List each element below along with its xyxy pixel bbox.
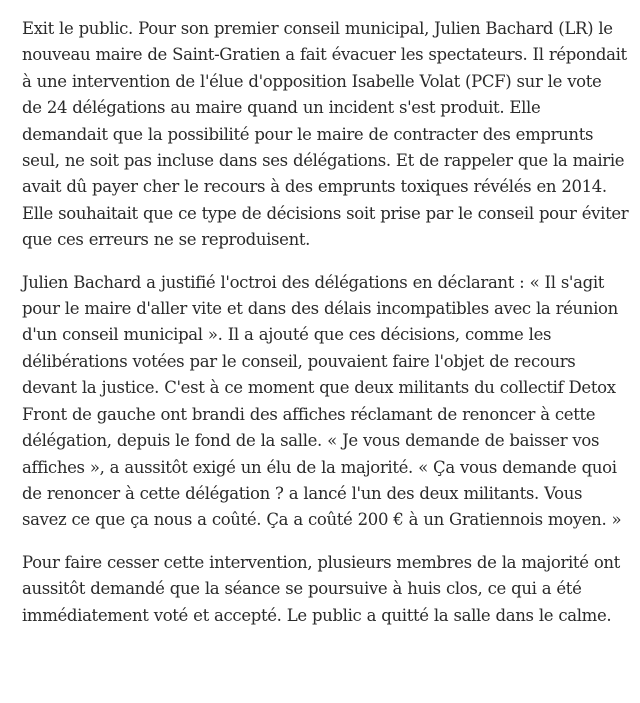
text-line: demandait que la possibilité pour le maire de contracter des emprunts	[22, 124, 594, 144]
text-line: savez ce que ça nous a coûté. Ça a coûté 200 € à un Gratiennois moyen. »	[22, 510, 622, 530]
text-line: délégation, depuis le fond de la salle. « Je vous demande de baisser vos	[22, 431, 600, 451]
text-line: nouveau maire de Saint-Gratien a fait évacuer les spectateurs. Il répondait	[22, 45, 627, 65]
paragraph-2	[22, 270, 622, 534]
text-line: d'un conseil municipal ». Il a ajouté que ces décisions, comme les	[22, 325, 552, 345]
text-line: Front de gauche ont brandi des affiches réclamant de renoncer à cette	[22, 404, 596, 424]
text-line: pour le maire d'aller vite et dans des délais incompatibles avec la réunion	[22, 299, 618, 319]
text-line: aussitôt demandé que la séance se poursuive à huis clos, ce qui a été	[22, 579, 582, 599]
text-line: de 24 délégations au maire quand un incident s'est produit. Elle	[22, 98, 541, 118]
text-line: devant la justice. C'est à ce moment que deux militants du collectif Detox	[22, 378, 616, 398]
text-line: immédiatement voté et accepté. Le public a quitté la salle dans le calme.	[22, 605, 612, 625]
text-line: délibérations votées par le conseil, pouvaient faire l'objet de recours	[22, 351, 576, 371]
text-line: Pour faire cesser cette intervention, plusieurs membres de la majorité ont	[22, 552, 620, 572]
text-line: seul, ne soit pas incluse dans ses délégations. Et de rappeler que la mairie	[22, 151, 625, 171]
text-line: affiches », a aussitôt exigé un élu de la majorité. « Ça vous demande quoi	[22, 457, 617, 477]
text-line: de renoncer à cette délégation ? a lancé l'un des deux militants. Vous	[22, 483, 583, 503]
text-line: à une intervention de l'élue d'opposition Isabelle Volat (PCF) sur le vote	[22, 71, 602, 91]
text-line: Julien Bachard a justifié l'octroi des délégations en déclarant : « Il s'agit	[22, 272, 605, 292]
article-body	[22, 16, 629, 629]
text-line: avait dû payer cher le recours à des emprunts toxiques révélés en 2014.	[22, 177, 607, 197]
text-line: que ces erreurs ne se reproduisent.	[22, 230, 311, 250]
paragraph-1	[22, 16, 629, 254]
text-line: Exit le public. Pour son premier conseil municipal, Julien Bachard (LR) le	[22, 19, 613, 38]
text-line: Elle souhaitait que ce type de décisions soit prise par le conseil pour éviter	[22, 203, 629, 223]
paragraph-3	[22, 550, 622, 629]
